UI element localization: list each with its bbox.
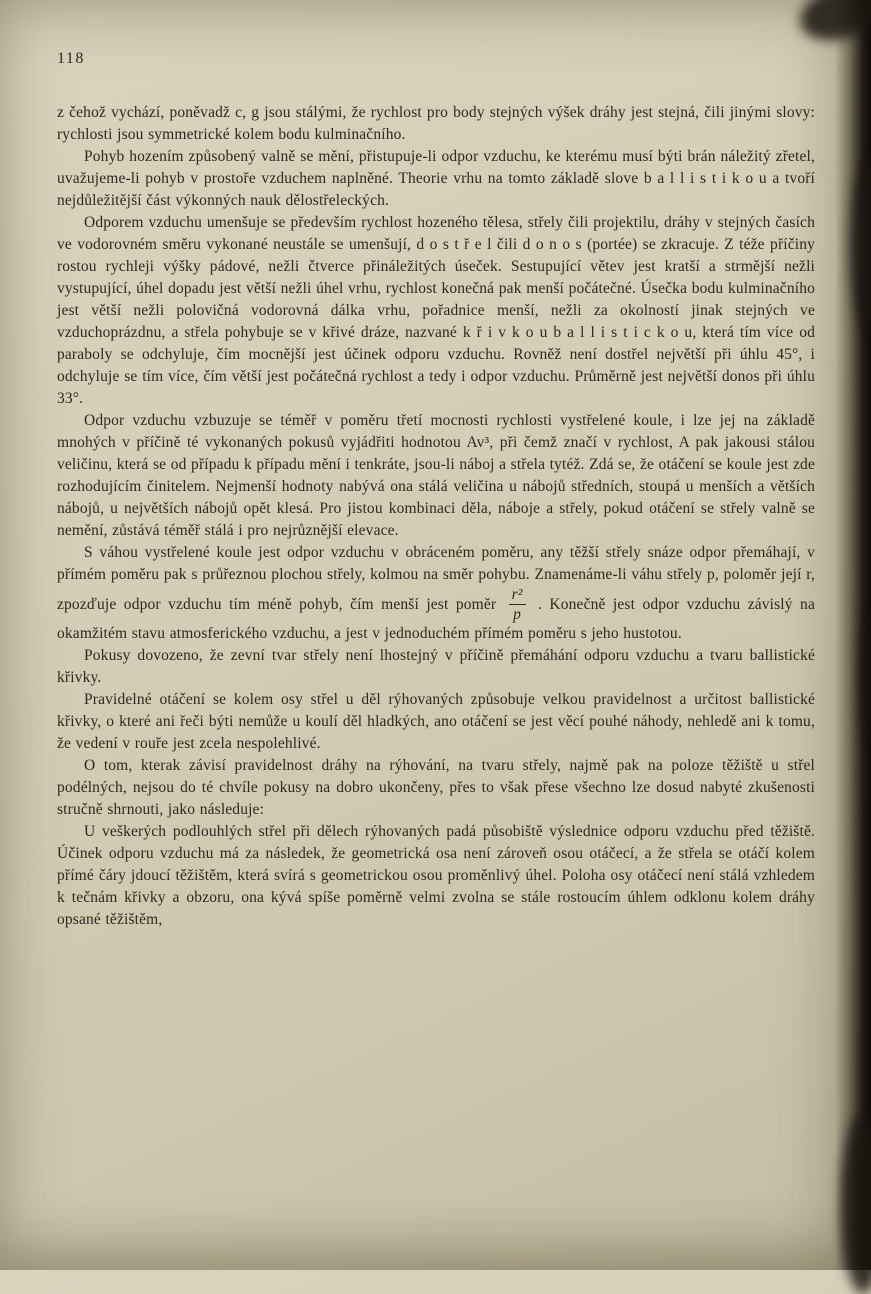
paragraph-1: z čehož vychází, poněvadž c, g jsou stálými, že rychlost pro body stejných výšek dráhy jest stejná, čili jinými slovy: rychlosti jsou symmetrické kolem bodu kulminačního. — [57, 104, 815, 143]
paragraph-9: U veškerých podlouhlých střel při dělech rýhovaných padá působiště výslednice odporu vzduchu před těžiště. Účinek odporu vzduchu má za následek, že geometrická osa není zároveň osou otáčecí, a že střela se otáčí kolem přímé čáry jdoucí těžištěm, která svírá s geometrickou osou proměnlivý úhel. Poloha osy otáčecí není stálá vzhledem k tečnám křivky a obzoru, ona kývá spíše poměrně velmi zvolna se stále rostoucím úhlem odklonu kolem dráhy opsané těžištěm, — [57, 823, 815, 929]
paragraph-8: O tom, kterak závisí pravidelnost dráhy na rýhování, na tvaru střely, najmě pak na poloze těžiště u střel podélných, nejsou do té chvíle pokusy na dobro ukončeny, přes to však přese všechno lze dosud nabyté zkušenosti stručně shrnouti, jako následuje: — [57, 757, 815, 819]
paragraph-6: Pokusy dovozeno, že zevní tvar střely není lhostejný v příčině přemáhání odporu vzduchu a tvaru ballistické křivky. — [57, 647, 815, 687]
fraction-r2-over-p — [504, 586, 531, 623]
text-block — [57, 102, 815, 931]
paragraph-7: Pravidelné otáčení se kolem osy střel u děl rýhovaných způsobuje velkou pravidelnost a určitost ballistické křivky, o které ani řeči býti nemůže u koulí děl hladkých, ano otáčení se jest věcí pouhé náhody, nehledě ani k tomu, že vedení v rouře jest zcela nespolehlivé. — [57, 691, 815, 753]
fraction-numerator: r² — [509, 586, 526, 605]
paragraph-5-text-after: . Konečně jest odpor vzduchu závislý na okamžitém stavu atmosferického vzduchu, a jest v jednoduchém přímém poměru s jeho hustotou. — [57, 596, 815, 643]
paragraph-3: Odporem vzduchu umenšuje se především rychlost hozeného tělesa, střely čili projektilu, dráhy v stejných časích ve vodorovném směru vykonané neustále se umenšují, d o s t ř e l čili d o n o s (portée) se zkracuje. Z téže příčiny rostou rychleji výšky pádové, nežli čtverce přináležitých úseček. Sestupující větev jest kratší a strmější nežli vystupující, úhel dopadu jest větší nežli úhel vrhu, rychlost konečná pak menší počátečné. Úsečka bodu kulminačního jest větší nežli polovičná vodorovná dálka vrhu, pořadnice menší, nežli za okolností jinak stejných ve vzduchoprázdnu, a střela pohybuje se v křivé dráze, nazvané k ř i v k o u b a l l i s t i c k o u, která tím více od paraboly se odchyluje, čím mocnější jest účinek odporu vzduchu. Rovněž není dostřel největší při úhlu 45°, i odchyluje se tím více, čím větší jest počátečná rychlost a tedy i odpor vzduchu. Průměrně jest největší donos při úhlu 33°. — [57, 214, 815, 407]
page-number: 118 — [57, 50, 85, 67]
paragraph-4: Odpor vzduchu vzbuzuje se téměř v poměru třetí mocnosti rychlosti vystřelené koule, i lze jej na základě mnohých v příčině té vykonaných pokusů vyjádřiti hodnotou Av³, při čemž značí v rychlost, A pak jakousi stálou veličinu, která se od případu k případu mění i tenkráte, jsou-li náboj a střela tytéž. Zdá se, že otáčení se koule jest zde rozhodujícím činitelem. Nejmenší hodnoty nabývá ona stálá veličina u nábojů středních, stoupá u menších a větších nábojů, u největších nábojů opět klesá. Pro jistou kombinaci děla, náboje a střely, pokud otáčení se střely valně se nemění, zůstává téměř stálá i pro nejrůznější elevace. — [57, 412, 815, 539]
paragraph-2: Pohyb hozením způsobený valně se mění, přistupuje-li odpor vzduchu, ke kterému musí býti brán náležitý zřetel, uvažujeme-li pohyb v prostoře vzduchem naplněné. Theorie vrhu na tomto základě slove b a l l i s t i k o u a tvoří nejdůležitější část výkonných nauk dělostřeleckých. — [57, 148, 815, 209]
fraction-denominator: p — [513, 606, 522, 624]
paragraph-5 — [57, 542, 815, 645]
paragraph-5-text-before: S váhou vystřelené koule jest odpor vzduchu v obráceném poměru, any těžší střely snáze odpor přemáhají, v přímém poměru pak s průřeznou plochou střely, kolmou na směr pohybu. Znamenáme-li váhu střely p, poloměr její r, zpozďuje odpor vzduchu tím méně pohyb, čím menší jest poměr — [57, 544, 815, 614]
